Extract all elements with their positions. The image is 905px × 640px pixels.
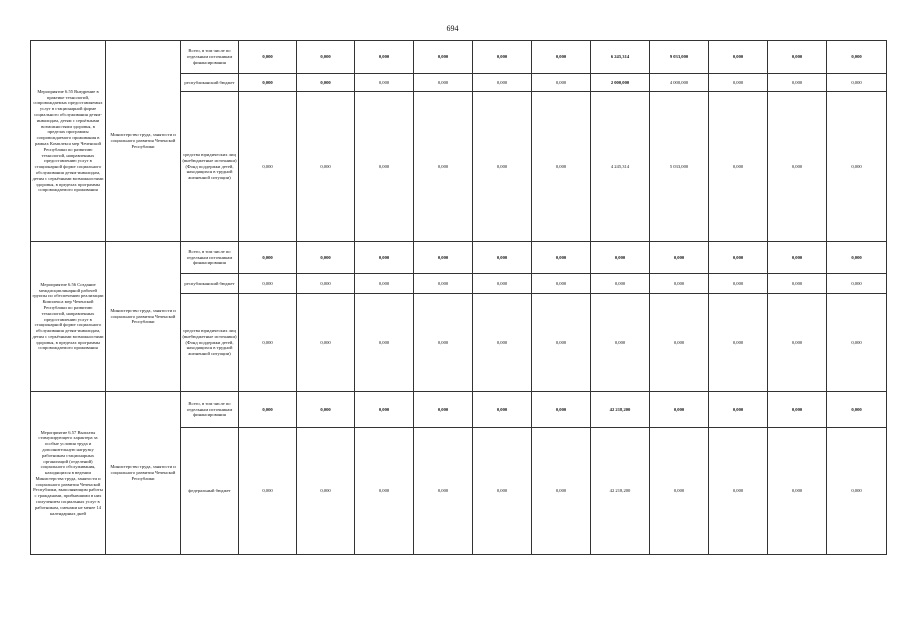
value-cell: 0,000: [709, 274, 768, 294]
value-cell: 0,000: [650, 242, 709, 274]
value-cell: 0,000: [355, 294, 414, 392]
value-cell: 0,000: [591, 242, 650, 274]
funding-source: Всего, в том числе по отдельным источникам финансирования: [181, 392, 239, 428]
value-cell: 0,000: [297, 294, 355, 392]
funding-source: Всего, в том числе по отдельным источникам финансирования: [181, 242, 239, 274]
value-cell: 0,000: [297, 92, 355, 242]
value-cell: 0,000: [709, 428, 768, 555]
value-cell: 9 033,000: [650, 41, 709, 74]
value-cell: 42 218,200: [591, 392, 650, 428]
value-cell: 0,000: [473, 92, 532, 242]
value-cell: 0,000: [297, 428, 355, 555]
value-cell: 0,000: [827, 392, 887, 428]
value-cell: 0,000: [532, 392, 591, 428]
budget-table: [30, 40, 887, 555]
value-cell: 0,000: [355, 242, 414, 274]
value-cell: 0,000: [827, 74, 887, 92]
value-cell: 0,000: [355, 74, 414, 92]
funding-source: республиканский бюджет: [181, 274, 239, 294]
value-cell: 0,000: [239, 74, 297, 92]
value-cell: 0,000: [414, 41, 473, 74]
value-cell: 0,000: [414, 274, 473, 294]
value-cell: 0,000: [768, 294, 827, 392]
value-cell: 0,000: [473, 74, 532, 92]
value-cell: 0,000: [239, 242, 297, 274]
executor-name: Министерство труда, занятости и социального развития Чеченской Республики: [106, 392, 181, 555]
value-cell: 0,000: [297, 242, 355, 274]
value-cell: 0,000: [591, 294, 650, 392]
value-cell: 0,000: [768, 274, 827, 294]
value-cell: 0,000: [827, 242, 887, 274]
value-cell: 0,000: [414, 242, 473, 274]
page-number: 694: [446, 24, 459, 33]
value-cell: 0,000: [709, 74, 768, 92]
funding-source: республиканский бюджет: [181, 74, 239, 92]
value-cell: 0,000: [297, 74, 355, 92]
value-cell: 0,000: [768, 74, 827, 92]
value-cell: 0,000: [709, 294, 768, 392]
value-cell: 0,000: [709, 41, 768, 74]
table-row: [31, 392, 887, 428]
value-cell: 0,000: [532, 274, 591, 294]
value-cell: 0,000: [414, 92, 473, 242]
value-cell: 0,000: [709, 242, 768, 274]
value-cell: 0,000: [532, 242, 591, 274]
value-cell: 0,000: [297, 274, 355, 294]
value-cell: 0,000: [827, 41, 887, 74]
value-cell: 0,000: [532, 41, 591, 74]
value-cell: 0,000: [239, 428, 297, 555]
value-cell: 2 000,000: [591, 74, 650, 92]
value-cell: 42 218,200: [591, 428, 650, 555]
value-cell: 0,000: [473, 274, 532, 294]
value-cell: 4 000,000: [650, 74, 709, 92]
value-cell: 0,000: [768, 242, 827, 274]
value-cell: 0,000: [297, 41, 355, 74]
value-cell: 0,000: [532, 294, 591, 392]
table-row: [31, 242, 887, 274]
value-cell: 0,000: [414, 428, 473, 555]
value-cell: 0,000: [827, 294, 887, 392]
value-cell: 0,000: [239, 274, 297, 294]
value-cell: 0,000: [414, 392, 473, 428]
value-cell: 0,000: [827, 274, 887, 294]
value-cell: 0,000: [297, 392, 355, 428]
executor-name: Министерство труда, занятости и социального развития Чеченской Республики: [106, 41, 181, 242]
value-cell: 0,000: [768, 92, 827, 242]
value-cell: 0,000: [473, 392, 532, 428]
value-cell: 0,000: [591, 274, 650, 294]
value-cell: 0,000: [768, 41, 827, 74]
measure-name: Мероприятие 6.55 Внедрение в практике технологий, сопровождаемых предоставляемых услуг в стационарной форме социального обслуживания детям-инвалидам, детям с серьёзными возможностями здоровья, в пределах программы сопровождаемого проживания в рамках Комплекса мер Чеченской Республики по развитию технологий, направленных предоставлению услуг в стационарной форме социального обслуживания детям-инвалидам, детям с серьёзными возможностями здоровья, в пределах программы сопровождаемого проживания: [31, 41, 106, 242]
executor-name: Министерство труда, занятости и социального развития Чеченской Республики: [106, 242, 181, 392]
measure-name: Мероприятие 6.57 Выплаты стимулирующего характера за особые условия труда и дополнительную нагрузку работникам стационарных организаций (отделений) социального обслуживания, находящихся в ведении Министерства труда, занятости и социального развития Чеченской Республики, выполняющим работы с гражданами, прибывшими в них получением социальных услуг в работникам, сменами не менее 14 календарных дней: [31, 392, 106, 555]
value-cell: 0,000: [532, 74, 591, 92]
value-cell: 0,000: [532, 92, 591, 242]
value-cell: 0,000: [650, 274, 709, 294]
value-cell: 0,000: [355, 274, 414, 294]
value-cell: 0,000: [239, 392, 297, 428]
value-cell: 4 245,314: [591, 92, 650, 242]
value-cell: 0,000: [650, 294, 709, 392]
funding-source: Всего, в том числе по отдельным источникам финансирования: [181, 41, 239, 74]
value-cell: 0,000: [650, 428, 709, 555]
value-cell: 0,000: [355, 41, 414, 74]
value-cell: 0,000: [239, 92, 297, 242]
value-cell: 0,000: [473, 428, 532, 555]
value-cell: 0,000: [239, 294, 297, 392]
value-cell: 0,000: [768, 428, 827, 555]
table-row: [31, 41, 887, 74]
value-cell: 0,000: [827, 92, 887, 242]
funding-source: средства юридических лиц (внебюджетные источники) (Фонд поддержки детей, находящихся в трудной жизненной ситуации): [181, 92, 239, 242]
funding-source: средства юридических лиц (внебюджетные источники) (Фонд поддержки детей, находящихся в трудной жизненной ситуации): [181, 294, 239, 392]
value-cell: 0,000: [355, 428, 414, 555]
funding-source: федеральный бюджет: [181, 428, 239, 555]
value-cell: 0,000: [768, 392, 827, 428]
value-cell: 5 033,000: [650, 92, 709, 242]
value-cell: 0,000: [239, 41, 297, 74]
value-cell: 0,000: [355, 92, 414, 242]
value-cell: 0,000: [650, 392, 709, 428]
value-cell: 0,000: [473, 41, 532, 74]
value-cell: 0,000: [355, 392, 414, 428]
value-cell: 0,000: [414, 294, 473, 392]
value-cell: 6 245,314: [591, 41, 650, 74]
value-cell: 0,000: [473, 294, 532, 392]
value-cell: 0,000: [473, 242, 532, 274]
value-cell: 0,000: [532, 428, 591, 555]
value-cell: 0,000: [827, 428, 887, 555]
value-cell: 0,000: [709, 392, 768, 428]
value-cell: 0,000: [709, 92, 768, 242]
value-cell: 0,000: [414, 74, 473, 92]
measure-name: Мероприятие 6.56 Создание междисциплинарной рабочей группы по обеспечению реализации Комплекса мер Чеченской Республики по развитию технологий, направленных предоставлению услуг в стационарной форме социального обслуживания детям-инвалидам, детям с серьёзными возможностями здоровья, в пределах программы сопровождаемого проживания: [31, 242, 106, 392]
